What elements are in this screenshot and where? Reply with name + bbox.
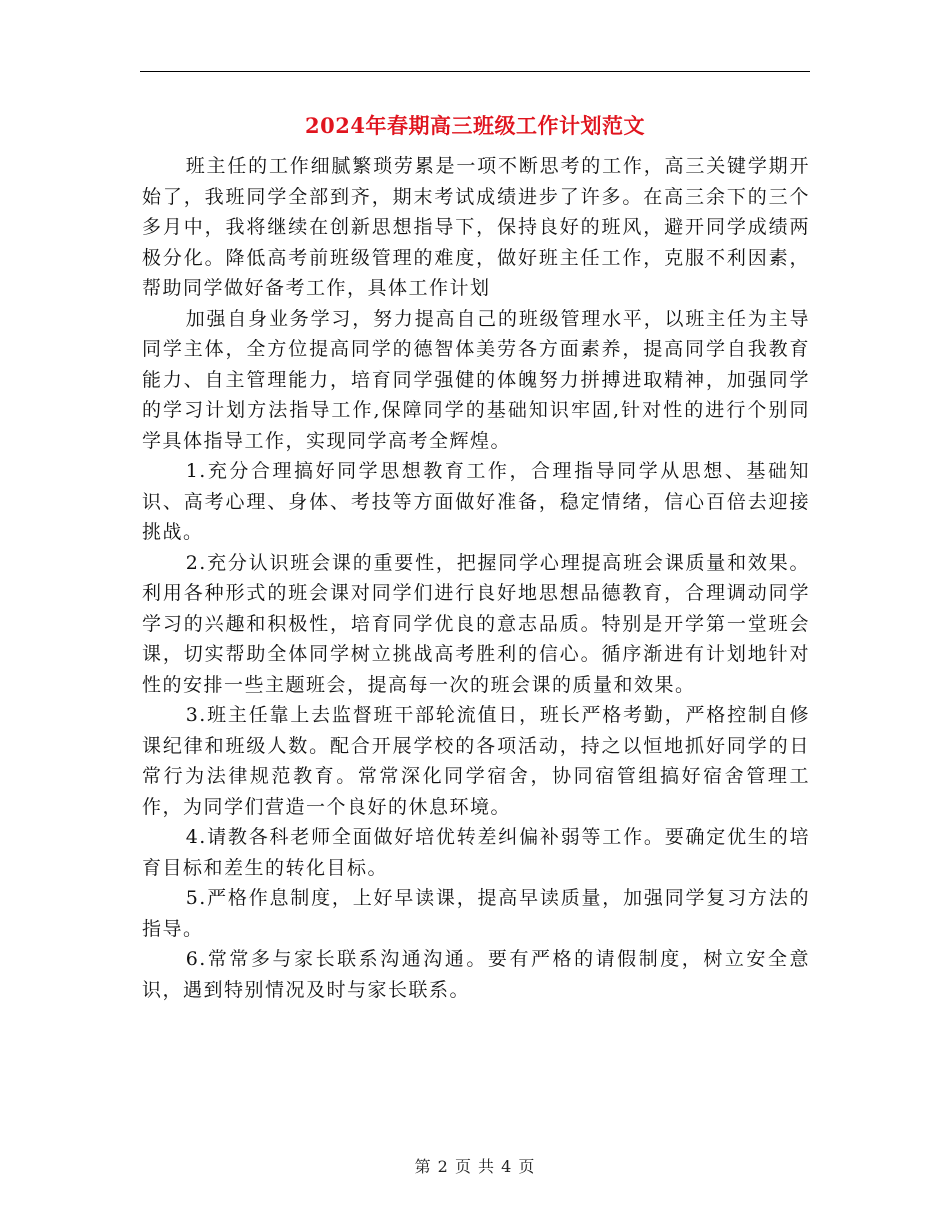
document-title: 2024年春期高三班级工作计划范文 xyxy=(305,113,645,138)
paragraph-item-3: 3.班主任靠上去监督班干部轮流值日，班长严格考勤，严格控制自修课纪律和班级人数。配合开展学校的各项活动，持之以恒地抓好同学的日常行为法律规范教育。常常深化同学宿舍，协同宿管组搞好宿舍管理工作，为同学们营造一个良好的休息环境。 xyxy=(142,704,810,818)
paragraph-intro: 班主任的工作细腻繁琐劳累是一项不断思考的工作，高三关键学期开始了，我班同学全部到齐，期末考试成绩进步了许多。在高三余下的三个多月中，我将继续在创新思想指导下，保持良好的班风，避开同学成绩两极分化。降低高考前班级管理的难度，做好班主任工作，克服不利因素，帮助同学做好备考工作，具体工作计划 xyxy=(142,155,810,299)
paragraph-item-2: 2.充分认识班会课的重要性，把握同学心理提高班会课质量和效果。利用各种形式的班会课对同学们进行良好地思想品德教育，合理调动同学学习的兴趣和积极性，培育同学优良的意志品质。特别是开学第一堂班会课，切实帮助全体同学树立挑战高考胜利的信心。循序渐进有计划地针对性的安排一些主题班会，提高每一次的班会课的质量和效果。 xyxy=(142,551,810,696)
page-number: 第 2 页 共 4 页 xyxy=(414,1157,536,1176)
header-rule xyxy=(140,71,810,72)
document-body xyxy=(142,151,810,1005)
paragraph-item-4: 4.请教各科老师全面做好培优转差纠偏补弱等工作。要确定优生的培育目标和差生的转化目标。 xyxy=(142,826,810,879)
paragraph-item-5: 5.严格作息制度，上好早读课，提高早读质量，加强同学复习方法的指导。 xyxy=(142,887,810,940)
paragraph-item-6: 6.常常多与家长联系沟通沟通。要有严格的请假制度，树立安全意识，遇到特别情况及时与家长联系。 xyxy=(142,948,810,1001)
paragraph-goals: 加强自身业务学习，努力提高自己的班级管理水平，以班主任为主导同学主体，全方位提高同学的德智体美劳各方面素养，提高同学自我教育能力、自主管理能力，培育同学强健的体魄努力拼搏进取精神，加强同学的学习计划方法指导工作,保障同学的基础知识牢固,针对性的进行个别同学具体指导工作，实现同学高考全辉煌。 xyxy=(142,307,810,452)
paragraph-item-1: 1.充分合理搞好同学思想教育工作，合理指导同学从思想、基础知识、高考心理、身体、考技等方面做好准备，稳定情绪，信心百倍去迎接挑战。 xyxy=(142,460,810,543)
